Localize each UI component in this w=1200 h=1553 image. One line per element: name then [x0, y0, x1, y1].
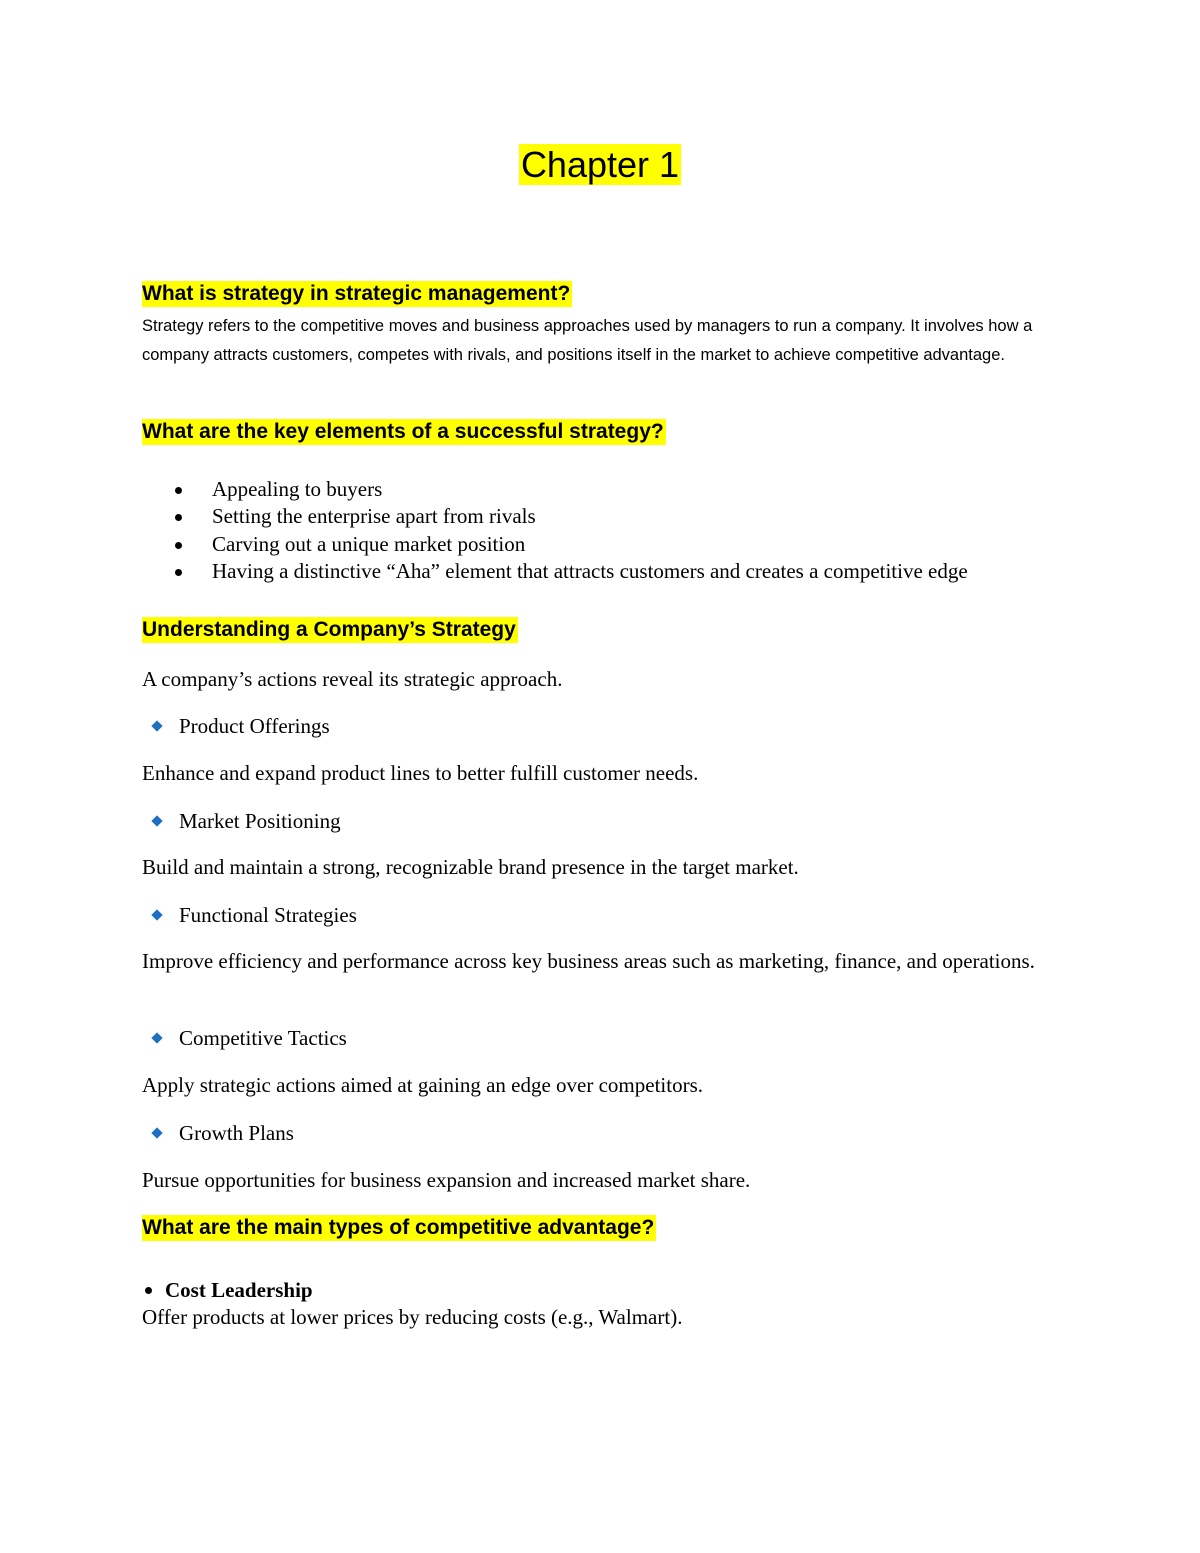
list-item: Setting the enterprise apart from rivals: [142, 503, 968, 530]
list-item-description: Improve efficiency and performance across key business areas such as marketing, finance, and operations.: [142, 949, 1035, 973]
list-item-label: Market Positioning: [142, 806, 341, 836]
page-title-text: Chapter 1: [520, 144, 680, 185]
bullet-dot-icon: [145, 1287, 152, 1294]
list-item: Having a distinctive “Aha” element that attracts customers and creates a competitive edge: [142, 558, 968, 585]
heading-key-elements: What are the key elements of a successful strategy?: [142, 420, 664, 443]
paragraph-understanding-intro: A company’s actions reveal its strategic approach.: [142, 667, 563, 691]
list-item-label: Cost Leadership: [142, 1276, 313, 1304]
list-item-description: Build and maintain a strong, recognizable brand presence in the target market.: [142, 855, 799, 879]
list-item-description: Enhance and expand product lines to better fulfill customer needs.: [142, 761, 699, 785]
list-item-label: Product Offerings: [142, 711, 330, 741]
list-item: Carving out a unique market position: [142, 531, 968, 558]
key-elements-list: [142, 476, 968, 585]
list-item-description: Apply strategic actions aimed at gaining an edge over competitors.: [142, 1073, 703, 1097]
list-item-description: Offer products at lower prices by reducing costs (e.g., Walmart).: [142, 1305, 683, 1329]
heading-understanding: Understanding a Company’s Strategy: [142, 618, 516, 641]
list-item-description: Pursue opportunities for business expansion and increased market share.: [142, 1168, 751, 1192]
bullet-dot-icon: [175, 514, 182, 521]
list-item-label: Competitive Tactics: [142, 1023, 347, 1053]
heading-competitive-advantage: What are the main types of competitive advantage?: [142, 1216, 655, 1239]
page-title: [0, 138, 1200, 192]
paragraph-strategy: Strategy refers to the competitive moves and business approaches used by managers to run a company. It involves how a company attracts customers, competes with rivals, and positions itself in the market to achieve competitive advantage.: [142, 317, 1033, 364]
list-item-label: Growth Plans: [142, 1118, 294, 1148]
bullet-dot-icon: [175, 542, 182, 549]
bullet-dot-icon: [175, 487, 182, 494]
list-item: Appealing to buyers: [142, 476, 968, 503]
bullet-dot-icon: [175, 569, 182, 576]
list-item-label: Functional Strategies: [142, 900, 357, 930]
heading-strategy: What is strategy in strategic management?: [142, 282, 571, 305]
